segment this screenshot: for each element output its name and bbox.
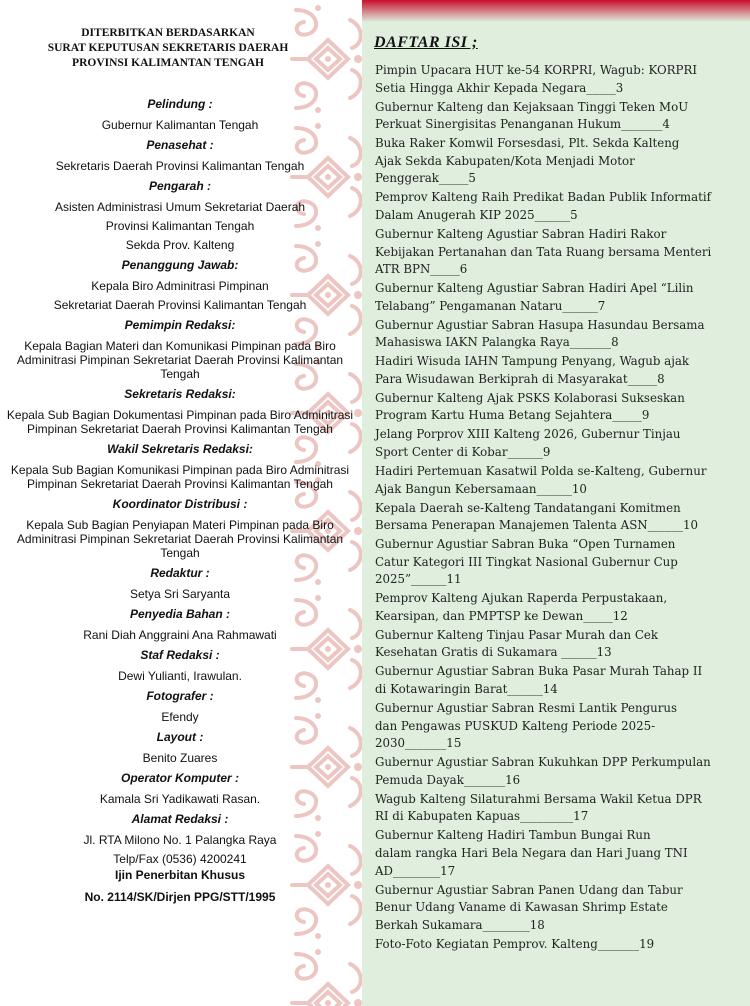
toc-entry-line: 2025”______11 xyxy=(375,572,462,587)
toc-entry-line: ATR BPN_____6 xyxy=(375,262,468,277)
toc-entry[interactable] xyxy=(375,882,735,935)
toc-entry[interactable] xyxy=(375,353,735,388)
toc-entry-line: Bersama Penerapan Manajemen Talenta ASN______10 xyxy=(375,518,699,533)
credit-role: Pengarah : xyxy=(148,179,211,193)
toc-entry-line: Catur Kategori III Tingkat Nasional Gubernur Cup xyxy=(375,554,678,569)
toc-entry[interactable] xyxy=(375,791,735,826)
toc-entry-line: Sport Center di Kobar______9 xyxy=(375,444,551,459)
credit-person: Asisten Administrasi Umum Sekretariat Daerah xyxy=(54,200,306,214)
credit-role: Penyedia Bahan : xyxy=(129,607,231,621)
credit-role: Penanggung Jawab: xyxy=(121,258,239,272)
toc-entry-line: Perkuat Sinergisitas Penanganan Hukum_______4 xyxy=(375,117,670,132)
toc-entry-line: Ajak Bangun Kebersamaan______10 xyxy=(375,481,587,496)
toc-entry-line: dalam rangka Hari Bela Negara dan Hari Juang TNI xyxy=(375,845,688,860)
toc-entry-line: dan Pengawas PUSKUD Kalteng Periode 2025- xyxy=(375,718,656,733)
credit-person: Dewi Yulianti, Irawulan. xyxy=(118,669,242,683)
credit-person: Kepala Bagian Materi dan Komunikasi Pimpinan pada Biro Adminitrasi Pimpinan Sekretariat Daerah Provinsi Kalimantan Tengah xyxy=(16,339,344,381)
toc-entry-line: di Kotawaringin Barat______14 xyxy=(375,682,558,697)
toc-entry-line: Program Kartu Huma Betang Sejahtera_____9 xyxy=(375,408,650,423)
credit-person: Sekretaris Daerah Provinsi Kalimantan Tengah xyxy=(55,159,305,173)
toc-entry-line: Telabang” Pengamanan Nataru______7 xyxy=(375,298,606,313)
toc-entry-line: Wagub Kalteng Silaturahmi Bersama Wakil Ketua DPR xyxy=(375,791,702,806)
credit-person: Kepala Sub Bagian Dokumentasi Pimpinan pada Biro Adminitrasi Pimpinan Sekretariat Daerah Provinsi Kalimantan Tengah xyxy=(6,408,354,436)
toc-entry[interactable] xyxy=(375,627,735,662)
toc-entry[interactable] xyxy=(375,226,735,279)
toc-entry-line: Gubernur Kalteng Agustiar Sabran Hadiri Rakor xyxy=(375,226,667,241)
credit-person: Jl. RTA Milono No. 1 Palangka Raya xyxy=(83,833,277,847)
credit-person: Kepala Biro Adminitrasi Pimpinan xyxy=(91,279,269,293)
toc-entry[interactable] xyxy=(375,62,735,97)
editorial-credits xyxy=(0,91,360,905)
credit-person: Kepala Sub Bagian Penyiapan Materi Pimpinan pada Biro Adminitrasi Pimpinan Sekretariat Daerah Provinsi Kalimantan Tengah xyxy=(16,518,344,560)
toc-entry-line: Berkah Sukamara________18 xyxy=(375,917,545,932)
toc-entry[interactable] xyxy=(375,754,735,789)
header-line-2: SURAT KEPUTUSAN SEKRETARIS DAERAH xyxy=(47,42,289,54)
credit-role: Penasehat : xyxy=(146,138,214,152)
toc-entry-line: Gubernur Agustiar Sabran Buka “Open Turnamen xyxy=(375,537,676,552)
toc-entry-line: Gubernur Agustiar Sabran Kukuhkan DPP Perkumpulan xyxy=(375,755,711,770)
credit-person: Gubernur Kalimantan Tengah xyxy=(101,118,259,132)
toc-entry-line: Mahasiswa IAKN Palangka Raya_______8 xyxy=(375,335,619,350)
red-header-band xyxy=(362,0,750,22)
toc-entry-line: Gubernur Kalteng Ajak PSKS Kolaborasi Sukseskan xyxy=(375,390,685,405)
credit-person: Sekda Prov. Kalteng xyxy=(125,238,235,252)
credit-role: Wakil Sekretaris Redaksi: xyxy=(107,442,253,456)
credit-person: Setya Sri Saryanta xyxy=(129,587,231,601)
credit-role: Operator Komputer : xyxy=(120,771,239,785)
credit-person: Sekretariat Daerah Provinsi Kalimantan Tengah xyxy=(53,298,307,312)
toc-entry[interactable] xyxy=(375,536,735,589)
toc-entry[interactable] xyxy=(375,663,735,698)
toc-entry-line: Pemprov Kalteng Raih Predikat Badan Publik Informatif xyxy=(375,190,712,205)
toc-entry[interactable] xyxy=(375,827,735,880)
toc-entry-line: Pimpin Upacara HUT ke-54 KORPRI, Wagub: KORPRI xyxy=(375,63,698,77)
credit-person: Kamala Sri Yadikawati Rasan. xyxy=(99,792,261,806)
credit-role: Koordinator Distribusi : xyxy=(112,497,248,511)
toc-entry-line: Ajak Sekda Kabupaten/Kota Menjadi Motor xyxy=(375,153,635,168)
toc-entry-line: Gubernur Agustiar Sabran Hasupa Hasundau Bersama xyxy=(375,317,705,332)
credit-role: Sekretaris Redaksi: xyxy=(124,387,236,401)
toc-entry[interactable] xyxy=(375,189,735,224)
toc-entry-line: Gubernur Agustiar Sabran Panen Udang dan Tabur xyxy=(375,882,683,897)
toc-entry-line: AD________17 xyxy=(375,863,456,878)
toc-entry-line: Gubernur Kalteng dan Kejaksaan Tinggi Teken MoU xyxy=(375,99,689,114)
toc-entry-line: Kepala Daerah se-Kalteng Tandatangani Komitmen xyxy=(375,500,681,515)
toc-entry-line: 2030_______15 xyxy=(375,736,462,751)
toc-entry[interactable] xyxy=(375,135,735,188)
toc-entry-line: RI di Kabupaten Kapuas_________17 xyxy=(375,809,589,824)
toc-entry-line: Pemprov Kalteng Ajukan Raperda Perpustakaan, xyxy=(375,591,668,606)
credit-role: Redaktur : xyxy=(150,566,210,580)
toc-entry-line: Gubernur Agustiar Sabran Resmi Lantik Pengurus xyxy=(375,701,678,716)
credit-person: Telp/Fax (0536) 4200241 xyxy=(113,852,247,866)
toc-entry[interactable] xyxy=(375,99,735,134)
toc-entry[interactable] xyxy=(375,590,735,625)
credit-role: Pemimpin Redaksi: xyxy=(124,318,236,332)
toc-entry-line: Benur Udang Vaname di Kawasan Shrimp Estate xyxy=(375,900,668,915)
table-of-contents xyxy=(375,62,735,955)
permit-label: Ijin Penerbitan Khusus xyxy=(114,868,246,882)
publication-basis-header xyxy=(18,26,318,71)
toc-entry-line: Foto-Foto Kegiatan Pemprov. Kalteng_______19 xyxy=(375,936,655,951)
toc-entry[interactable] xyxy=(375,463,735,498)
credit-person: Rani Diah Anggraini Ana Rahmawati xyxy=(83,628,277,642)
header-line-3: PROVINSI KALIMANTAN TENGAH xyxy=(72,57,264,69)
toc-entry-line: Dalam Anugerah KIP 2025______5 xyxy=(375,207,578,222)
toc-entry-line: Gubernur Kalteng Tinjau Pasar Murah dan Cek xyxy=(375,627,658,642)
toc-entry-line: Hadiri Wisuda IAHN Tampung Penyang, Wagub ajak xyxy=(375,354,690,369)
toc-title: DAFTAR ISI ; xyxy=(374,34,478,51)
toc-entry-line: Jelang Porprov XIII Kalteng 2026, Gubernur Tinjau xyxy=(375,427,681,442)
credit-role: Staf Redaksi : xyxy=(140,648,220,662)
toc-entry[interactable] xyxy=(375,936,735,954)
credit-role: Pelindung : xyxy=(147,97,213,111)
credit-person: Benito Zuares xyxy=(142,751,218,765)
toc-entry-line: Pemuda Dayak_______16 xyxy=(375,772,521,787)
toc-entry[interactable] xyxy=(375,390,735,425)
toc-entry[interactable] xyxy=(375,426,735,461)
toc-entry-line: Kebijakan Pertanahan dan Tata Ruang bersama Menteri xyxy=(375,244,712,259)
toc-entry-line: Hadiri Pertemuan Kasatwil Polda se-Kalteng, Gubernur xyxy=(375,463,707,478)
permit-number: No. 2114/SK/Dirjen PPG/STT/1995 xyxy=(84,890,276,904)
toc-entry-line: Gubernur Agustiar Sabran Buka Pasar Murah Tahap II xyxy=(375,664,703,679)
toc-entry[interactable] xyxy=(375,280,735,315)
credit-person: Provinsi Kalimantan Tengah xyxy=(105,219,255,233)
toc-entry[interactable] xyxy=(375,500,735,535)
credit-person: Kepala Sub Bagian Komunikasi Pimpinan pada Biro Adminitrasi Pimpinan Sekretariat Daerah Provinsi Kalimantan Tengah xyxy=(10,463,350,491)
toc-entry-line: Kearsipan, dan PMPTSP ke Dewan_____12 xyxy=(375,608,628,623)
toc-entry-line: Gubernur Kalteng Hadiri Tambun Bungai Run xyxy=(375,828,651,843)
header-line-1: DITERBITKAN BERDASARKAN xyxy=(81,27,255,39)
toc-entry[interactable] xyxy=(375,700,735,753)
credit-role: Fotografer : xyxy=(146,689,214,703)
toc-entry-line: Kesehatan Gratis di Sukamara ______13 xyxy=(375,645,612,660)
toc-entry-line: Penggerak_____5 xyxy=(375,171,476,186)
credit-role: Layout : xyxy=(156,730,204,744)
toc-entry-line: Buka Raker Komwil Forsesdasi, Plt. Sekda Kalteng xyxy=(375,136,680,151)
toc-entry[interactable] xyxy=(375,317,735,352)
toc-entry-line: Gubernur Kalteng Agustiar Sabran Hadiri Apel “Lilin xyxy=(375,281,694,296)
credit-role: Alamat Redaksi : xyxy=(131,812,229,826)
toc-entry-line: Para Wisudawan Berkiprah di Masyarakat_____8 xyxy=(375,371,665,386)
credit-person: Efendy xyxy=(161,710,199,724)
toc-entry-line: Setia Hingga Akhir Kepada Negara_____3 xyxy=(375,80,624,95)
